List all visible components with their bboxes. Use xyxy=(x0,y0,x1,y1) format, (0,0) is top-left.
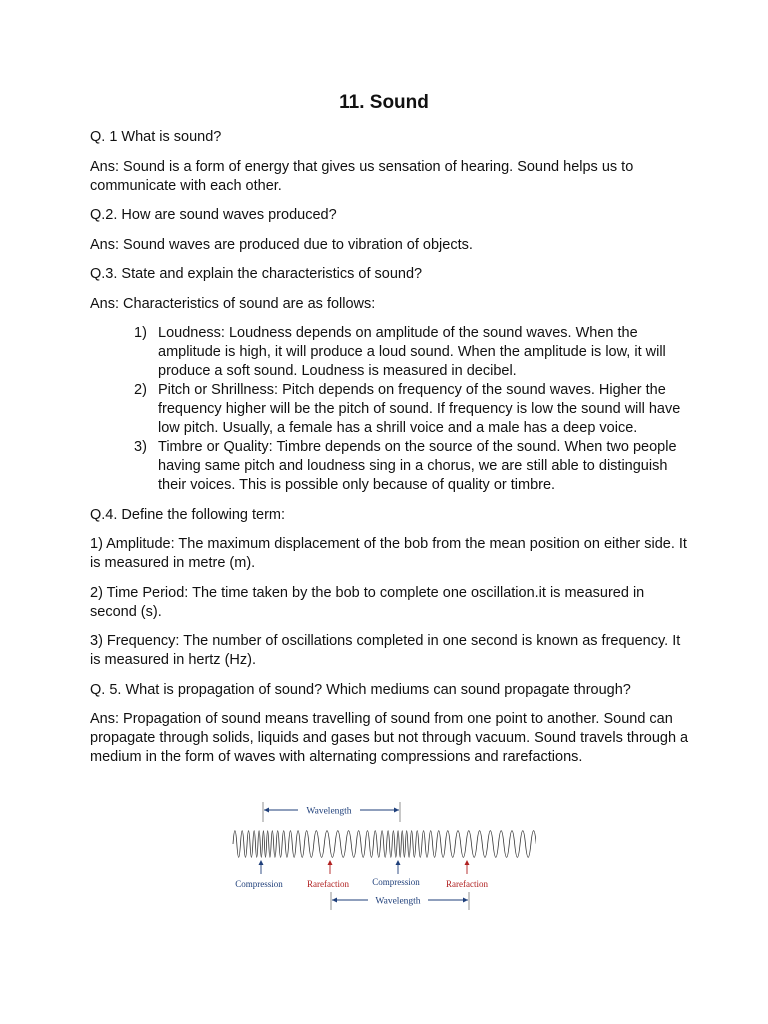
q1-answer: Ans: Sound is a form of energy that gives us sensation of hearing. Sound helps us to communicate with each other. xyxy=(90,158,634,194)
definition-amplitude: 1) Amplitude: The maximum displacement of the bob from the mean position on either side. It is measured in metre (m). xyxy=(90,536,687,571)
arrowhead-icon xyxy=(264,808,269,813)
label-compression-1: Compression xyxy=(235,879,283,889)
q4-question: Q.4. Define the following term: xyxy=(90,506,286,523)
arrowhead-icon xyxy=(394,808,399,813)
arrowhead-icon xyxy=(332,898,337,903)
label-rarefaction-1: Rarefaction xyxy=(307,879,349,889)
definition-frequency: 3) Frequency: The number of oscillations completed in one second is known as frequency. It is measured in hertz (Hz). xyxy=(90,633,681,668)
q2-question: Q.2. How are sound waves produced? xyxy=(90,207,337,223)
label-arrows xyxy=(259,860,470,874)
page-title: 11. Sound xyxy=(339,92,429,113)
arrowhead-icon xyxy=(463,898,468,903)
list-item xyxy=(90,324,690,381)
sound-wave-diagram xyxy=(230,798,536,910)
list-item-text: Pitch or Shrillness: Pitch depends on frequency of the sound waves. Higher the frequency higher will be the pitch of sound. If frequency is low the sound will have low pitch. Usually, a female has a shrill voice and a male has a deep voice. xyxy=(158,382,681,436)
characteristics-list xyxy=(90,324,690,495)
list-item-number: 2) xyxy=(134,382,147,398)
list-item xyxy=(90,438,690,495)
list-item xyxy=(90,381,690,438)
list-item-text: Loudness: Loudness depends on amplitude of the sound waves. When the amplitude is high, it will produce a loud sound. When the amplitude is low, it will produce a soft sound. Loudness is measured in decibel. xyxy=(158,325,666,379)
arrowhead-icon xyxy=(465,860,470,865)
wave-oscillations xyxy=(233,831,536,858)
list-item-text: Timbre or Quality: Timbre depends on the source of the sound. When two people having same pitch and loudness sing in a chorus, we are still able to distinguish their voices. This is possible only because of quality or timbre. xyxy=(158,439,677,493)
wavelength-top-label: Wavelength xyxy=(306,806,352,817)
q1-question: Q. 1 What is sound? xyxy=(90,129,222,145)
arrowhead-icon xyxy=(396,860,401,865)
q5-question: Q. 5. What is propagation of sound? Which mediums can sound propagate through? xyxy=(90,681,631,698)
arrowhead-icon xyxy=(259,860,264,865)
list-item-number: 1) xyxy=(134,325,147,341)
label-rarefaction-2: Rarefaction xyxy=(446,879,488,889)
arrowhead-icon xyxy=(328,860,333,865)
document-content xyxy=(90,92,690,778)
list-item-number: 3) xyxy=(134,439,147,455)
wave-line xyxy=(233,831,536,858)
q3-answer-intro: Ans: Characteristics of sound are as follows: xyxy=(90,295,376,312)
definition-time-period: 2) Time Period: The time taken by the bob to complete one oscillation.it is measured in second (s). xyxy=(90,584,645,620)
q3-question: Q.3. State and explain the characteristics of sound? xyxy=(90,266,423,282)
wavelength-bottom-label: Wavelength xyxy=(375,896,421,907)
q2-answer: Ans: Sound waves are produced due to vibration of objects. xyxy=(90,236,473,253)
label-compression-2: Compression xyxy=(372,877,420,887)
q5-answer: Ans: Propagation of sound means travelling of sound from one point to another. Sound can propagate through solids, liquids and gases but not through vacuum. Sound travels through a medium in the form of waves with alternating compressions and rarefactions. xyxy=(90,711,689,765)
